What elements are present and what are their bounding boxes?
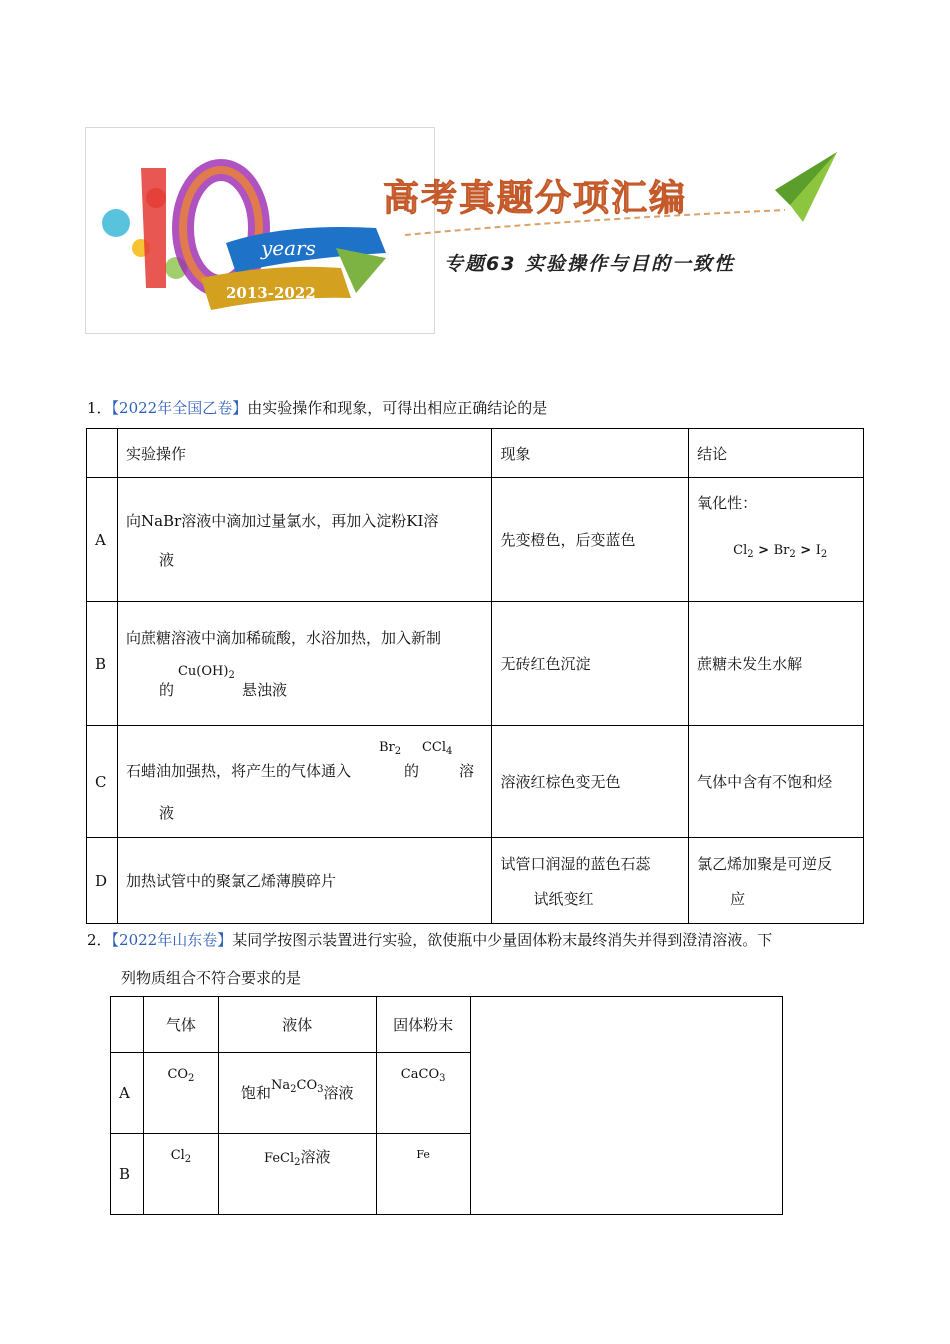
table-header-row bbox=[87, 429, 864, 478]
formula-sub: 2 bbox=[820, 549, 828, 560]
phenomenon-cell: 先变橙色，后变蓝色 bbox=[492, 478, 689, 602]
liquid-text: 溶液 bbox=[300, 1148, 331, 1166]
operation-line: 液 bbox=[158, 550, 174, 569]
operation-line bbox=[126, 740, 483, 784]
liquid-cell bbox=[218, 1053, 376, 1134]
page-title: 高考真题分项汇编 bbox=[383, 177, 688, 219]
formula: $Br_2$ bbox=[378, 740, 402, 757]
question-text: 由实验操作和现象，可得出相应正确结论的是 bbox=[247, 399, 548, 417]
conclusion-line: 氯乙烯加聚是可逆反 bbox=[697, 854, 833, 873]
row-label: B bbox=[111, 1134, 144, 1215]
header-phenomenon: 现象 bbox=[492, 429, 689, 478]
page-subtitle: 专题63 实验操作与目的一致性 bbox=[444, 253, 736, 275]
formula: CO bbox=[167, 1067, 189, 1082]
banner-image bbox=[85, 127, 435, 334]
question-1-stem bbox=[87, 397, 547, 418]
question-text: 某同学按图示装置进行实验，欲使瓶中少量固体粉末最终消失并得到澄清溶液。下 bbox=[232, 931, 773, 949]
operation-text: 的 bbox=[158, 681, 174, 699]
table-row bbox=[87, 838, 864, 924]
operation-cell bbox=[117, 478, 491, 602]
table-row bbox=[87, 478, 864, 602]
header-conclusion: 结论 bbox=[689, 429, 864, 478]
phenomenon-line: 试纸变红 bbox=[533, 889, 594, 908]
phenomenon-line: 试管口润湿的蓝色石蕊 bbox=[500, 854, 651, 873]
operation-line: 向NaBr溶液中滴加过量氯水，再加入淀粉KI溶 bbox=[125, 511, 439, 530]
row-label: C bbox=[87, 726, 118, 838]
banner-years-label: years bbox=[261, 236, 316, 260]
row-label: A bbox=[87, 478, 118, 602]
greater-than: > bbox=[753, 543, 774, 558]
operation-line: 向蔗糖溶液中滴加稀硫酸，水浴加热，加入新制 bbox=[125, 629, 441, 647]
conclusion-line: 氧化性： bbox=[697, 494, 758, 512]
row-label: D bbox=[87, 838, 118, 924]
question-source: 【2022年全国乙卷】 bbox=[111, 399, 248, 417]
formula: CCl$_4$ bbox=[421, 740, 453, 757]
formula-sub: 3 bbox=[439, 1073, 446, 1084]
operation-cell bbox=[117, 726, 491, 838]
row-label: B bbox=[87, 602, 118, 726]
conclusion-cell: 蔗糖未发生水解 bbox=[689, 602, 864, 726]
operation-text: 石蜡油加强热，将产生的气体通入 bbox=[125, 762, 351, 780]
question-2-stem bbox=[87, 929, 772, 950]
formula: I bbox=[815, 543, 821, 558]
conclusion-cell: 气体中含有不饱和烃 bbox=[689, 726, 864, 838]
gas-cell bbox=[143, 1134, 218, 1215]
conclusion-cell bbox=[689, 478, 864, 602]
liquid-text: 饱和 bbox=[241, 1084, 272, 1102]
operation-cell bbox=[117, 602, 491, 726]
table-row bbox=[87, 602, 864, 726]
formula: CaCO bbox=[400, 1067, 440, 1082]
operation-text: 溶 bbox=[458, 762, 474, 780]
header-solid: 固体粉末 bbox=[376, 997, 470, 1053]
operation-line bbox=[126, 679, 483, 700]
formula-sub: 2 bbox=[188, 1073, 195, 1084]
formula-sub: 2 bbox=[747, 549, 754, 560]
formula: Br bbox=[773, 543, 790, 558]
formula: Cl bbox=[170, 1148, 185, 1163]
solid-cell: Fe bbox=[376, 1134, 470, 1215]
table-header-row bbox=[111, 997, 783, 1053]
apparatus-figure-area bbox=[470, 997, 782, 1215]
question-source: 【2022年山东卷】 bbox=[111, 931, 233, 949]
table-row bbox=[87, 726, 864, 838]
formula: Cl bbox=[733, 543, 748, 558]
operation-text: 悬浊液 bbox=[241, 681, 287, 699]
banner-years-range: 2013-2022 bbox=[226, 284, 316, 302]
gas-cell bbox=[143, 1053, 218, 1134]
liquid-text: 溶液 bbox=[323, 1084, 354, 1102]
operation-line: 液 bbox=[158, 804, 174, 822]
question-number: 2． bbox=[87, 931, 112, 949]
question-number: 1． bbox=[87, 399, 112, 417]
formula-sub: 2 bbox=[228, 670, 235, 681]
operation-text: 的 bbox=[403, 762, 419, 780]
question-1-table bbox=[86, 428, 864, 924]
formula-sub: 2 bbox=[184, 1154, 192, 1165]
formula-sub: 2 bbox=[789, 549, 796, 560]
oxidizing-order bbox=[697, 543, 855, 560]
phenomenon-cell bbox=[492, 838, 689, 924]
formula: Cu(OH) bbox=[177, 664, 229, 679]
phenomenon-cell: 溶液红棕色变无色 bbox=[492, 726, 689, 838]
greater-than: > bbox=[795, 543, 816, 558]
header-liquid: 液体 bbox=[218, 997, 376, 1053]
header-gas: 气体 bbox=[143, 997, 218, 1053]
paper-plane-icon bbox=[385, 150, 845, 250]
operation-cell: 加热试管中的聚氯乙烯薄膜碎片 bbox=[117, 838, 491, 924]
phenomenon-cell: 无砖红色沉淀 bbox=[492, 602, 689, 726]
formula: FeCl$_2$ bbox=[264, 1151, 301, 1168]
conclusion-line: 应 bbox=[730, 889, 746, 908]
ten-years-logo bbox=[86, 128, 434, 333]
formula: $Na_2CO_3$ bbox=[271, 1078, 324, 1095]
question-text-line2: 列物质组合不符合要求的是 bbox=[121, 969, 302, 987]
row-label: A bbox=[111, 1053, 144, 1134]
header-operation: 实验操作 bbox=[117, 429, 491, 478]
conclusion-cell bbox=[689, 838, 864, 924]
liquid-cell bbox=[218, 1134, 376, 1215]
question-2-table bbox=[110, 996, 783, 1215]
solid-cell bbox=[376, 1053, 470, 1134]
